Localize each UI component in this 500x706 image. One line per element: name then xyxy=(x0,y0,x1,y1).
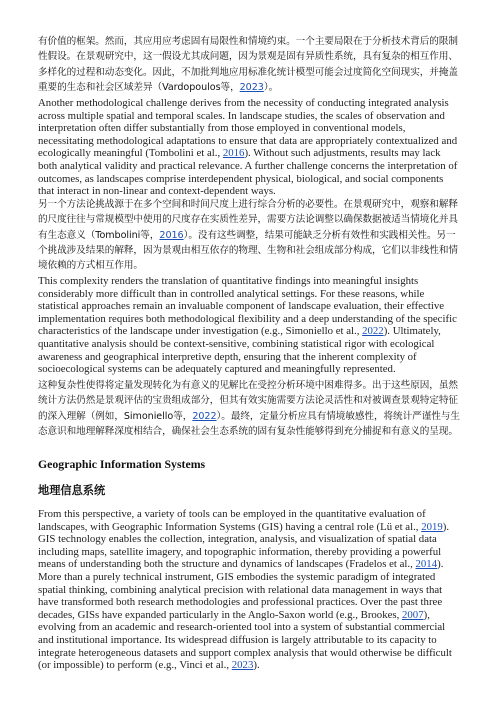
citation-link[interactable]: 2019 xyxy=(421,520,443,533)
paragraph-zh-1: 有价值的框架。然而，其应用应考虑固有局限性和情境约束。一个主要局限在于分析技术背后的限制性假设。在景观研究中，这一假设尤其成问题，因为景观是固有异质性系统，具有复杂的相互作用、多样化的过程和动态变化。因此，不加批判地应用标准化统计模型可能会过度简化空间现实，并掩盖重要的生态和社会区域差异（Vardopoulos等，2023）。 xyxy=(38,36,458,93)
section-heading-zh: 地理信息系统 xyxy=(38,484,106,497)
citation-link[interactable]: 2007 xyxy=(402,608,424,621)
citation-link[interactable]: 2022 xyxy=(192,410,217,422)
citation-link[interactable]: 2023 xyxy=(239,81,264,93)
citation-link[interactable]: 2014 xyxy=(415,558,438,571)
paragraph-en-4: This complexity renders the translation of quantitative findings into meaningful insights considerably more difficult than in controlled analytical settings. For these reasons, while statistical approaches remain an invaluable component of landscape evaluation, their effective implementation requires both methodological flexibility and a deep understanding of the specific characteristics of the landscape under investigation (e.g., Simoniello et al., 2022). Ultimately, quantitative analysis should be context-sensitive, combining statistical rigor with ecological awareness and geographical interpretive depth, ensuring that the inherent complexity of socioecological systems can be adequately captured and meaningfully represented. xyxy=(38,275,457,376)
section-heading-en: Geographic Information Systems xyxy=(38,457,206,471)
citation-link[interactable]: 2022 xyxy=(362,325,384,338)
paragraph-en-6: From this perspective, a variety of tools can be employed in the quantitative evaluation of landscapes, with Geographic Information Systems (GIS) having a central role (Lü et al., 2019). GIS technology enables the collection, integration, analysis, and visualization of spatial data including maps, satellite imagery, and topographic information, thereby providing a powerful means of understanding both the structure and dynamics of landscapes (Fradelos et al., 2014). More than a purely technical instrument, GIS embodies the systemic paradigm of integrated spatial thinking, combining analytical precision with relational data management in ways that have transformed both research methodologies and professional practices. Over the past three decades, GISs have expanded particularly in the Anglo-Saxon world (e.g., Brookes, 2007), evolving from an academic and research-oriented tool into a system of substantial commercial and institutional importance. Its widespread diffusion is largely attributable to its capacity to integrate heterogeneous datasets and support complex analysis that would otherwise be difficult (or impossible) to perform (e.g., Vinci et al., 2023). xyxy=(38,508,452,672)
citation-link[interactable]: 2016 xyxy=(159,229,184,241)
paragraph-en-2: Another methodological challenge derives from the necessity of conducting integrated analysis across multiple spatial and temporal scales. In landscape studies, the scales of observation and interpretation often differ substantially from those employed in conventional models, necessitating methodological adaptations to ensure that data are appropriately contextualized and ecologically meaningful (Tombolini et al., 2016). Without such adjustments, results may lack both analytical validity and practical relevance. A further challenge concerns the interpretation of outcomes, as landscapes comprise interdependent physical, biological, and social components that interact in non-linear and context-dependent ways. xyxy=(38,97,458,198)
paragraph-zh-3: 另一个方法论挑战源于在多个空间和时间尺度上进行综合分析的必要性。在景观研究中，观察和解释的尺度往往与常规模型中使用的尺度存在实质性差异，需要方法论调整以确保数据被适当情境化并具有生态意义（Tombolini等，2016）。没有这些调整，结果可能缺乏分析有效性和实践相关性。另一个挑战涉及结果的解释，因为景观由相互依存的物理、生物和社会组成部分构成，它们以非线性和情境依赖的方式相互作用。 xyxy=(38,199,458,272)
paragraph-zh-5: 这种复杂性使得将定量发现转化为有意义的见解比在受控分析环境中困难得多。出于这些原因，虽然统计方法仍然是景观评估的宝贵组成部分，但其有效实施需要方法论灵活性和对被调查景观特定特征的深入理解（例如，Simoniello等，2022）。最终，定量分析应具有情境敏感性，将统计严谨性与生态意识和地理解释深度相结合，确保社会生态系统的固有复杂性能够得到充分捕捉和有意义的呈现。 xyxy=(38,380,460,437)
citation-link[interactable]: 2023 xyxy=(231,659,254,672)
citation-link[interactable]: 2016 xyxy=(222,147,245,160)
